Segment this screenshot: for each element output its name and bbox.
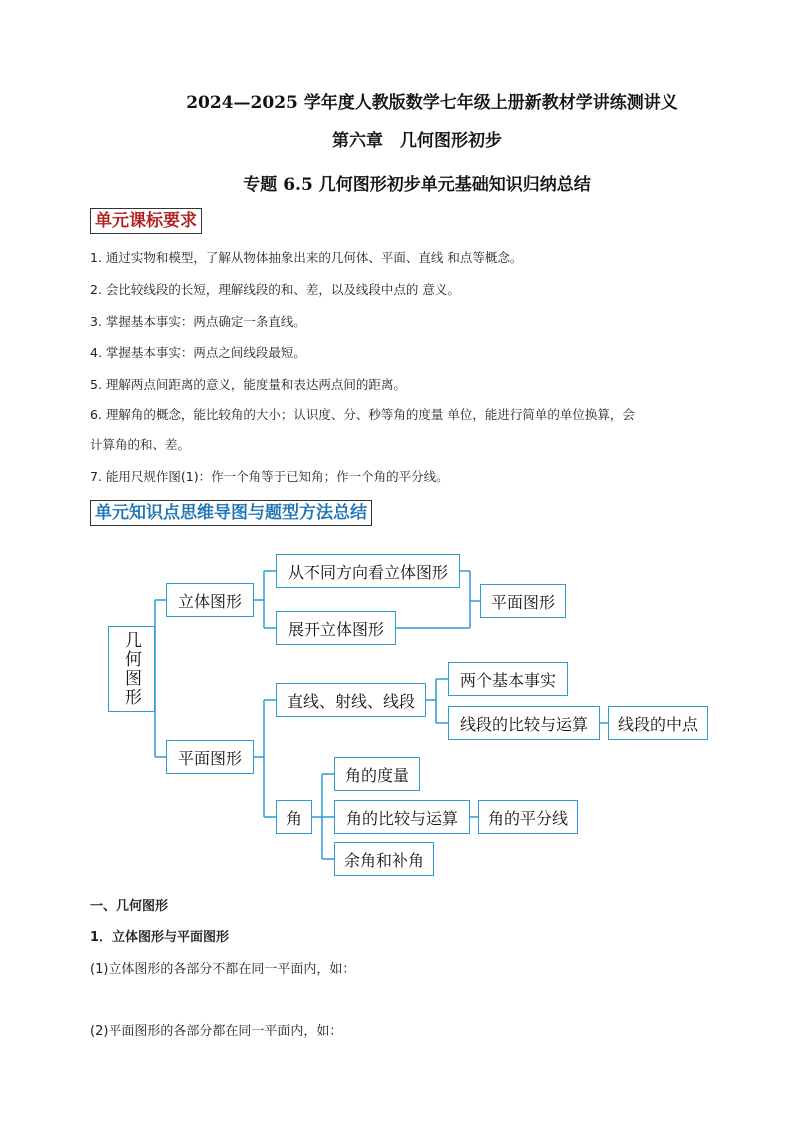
mindmap-complement: 余角和补角 [334, 842, 434, 876]
content-paragraph: (2)平面图形的各部分都在同一平面内，如： [90, 1024, 343, 1039]
section-heading-mindmap: 单元知识点思维导图与题型方法总结 [90, 500, 372, 526]
mindmap-facts: 两个基本事实 [448, 662, 568, 696]
requirement-item: 4. 掌握基本事实：两点之间线段最短。 [90, 345, 306, 360]
mindmap-unfold: 展开立体图形 [276, 611, 396, 645]
mindmap-lines: 直线、射线、线段 [276, 683, 426, 717]
mindmap-plane-figure: 平面图形 [480, 584, 566, 618]
mindmap-angle-compare: 角的比较与运算 [334, 800, 470, 834]
mindmap-seg-midpoint: 线段的中点 [608, 706, 708, 740]
mindmap-angle-bisector: 角的平分线 [478, 800, 578, 834]
mindmap-seg-compare: 线段的比较与运算 [448, 706, 600, 740]
mindmap-view: 从不同方向看立体图形 [276, 554, 460, 588]
mindmap-angle-measure: 角的度量 [334, 757, 420, 791]
mindmap-plane: 平面图形 [166, 740, 254, 774]
content-subheading: 1．立体图形与平面图形 [90, 930, 230, 945]
requirement-item: 3. 掌握基本事实：两点确定一条直线。 [90, 314, 306, 329]
chapter-title: 第六章 几何图形初步 [332, 131, 502, 151]
mindmap-solid: 立体图形 [166, 583, 254, 617]
requirement-item: 1. 通过实物和模型，了解从物体抽象出来的几何体、平面、直线 和点等概念。 [90, 250, 523, 265]
topic-title: 专题 6.5 几何图形初步单元基础知识归纳总结 [243, 175, 591, 195]
requirement-item: 6. 理解角的概念，能比较角的大小；认识度、分、秒等角的度量 单位，能进行简单的单位换算，会 [90, 407, 635, 422]
mindmap-root: 几何图形 [108, 626, 155, 712]
requirement-item: 计算角的和、差。 [90, 437, 191, 452]
requirement-item: 5. 理解两点间距离的意义，能度量和表达两点间的距离。 [90, 377, 406, 392]
mindmap-angle: 角 [276, 800, 312, 834]
doc-title: 2024—2025 学年度人教版数学七年级上册新教材学讲练测讲义 [186, 93, 678, 113]
requirement-item: 7. 能用尺规作图(1)：作一个角等于已知角；作一个角的平分线。 [90, 469, 449, 484]
requirement-item: 2. 会比较线段的长短，理解线段的和、差，以及线段中点的 意义。 [90, 282, 460, 297]
section-heading-requirements: 单元课标要求 [90, 208, 202, 234]
content-paragraph: (1)立体图形的各部分不都在同一平面内，如： [90, 962, 356, 977]
content-heading: 一、几何图形 [90, 899, 169, 914]
